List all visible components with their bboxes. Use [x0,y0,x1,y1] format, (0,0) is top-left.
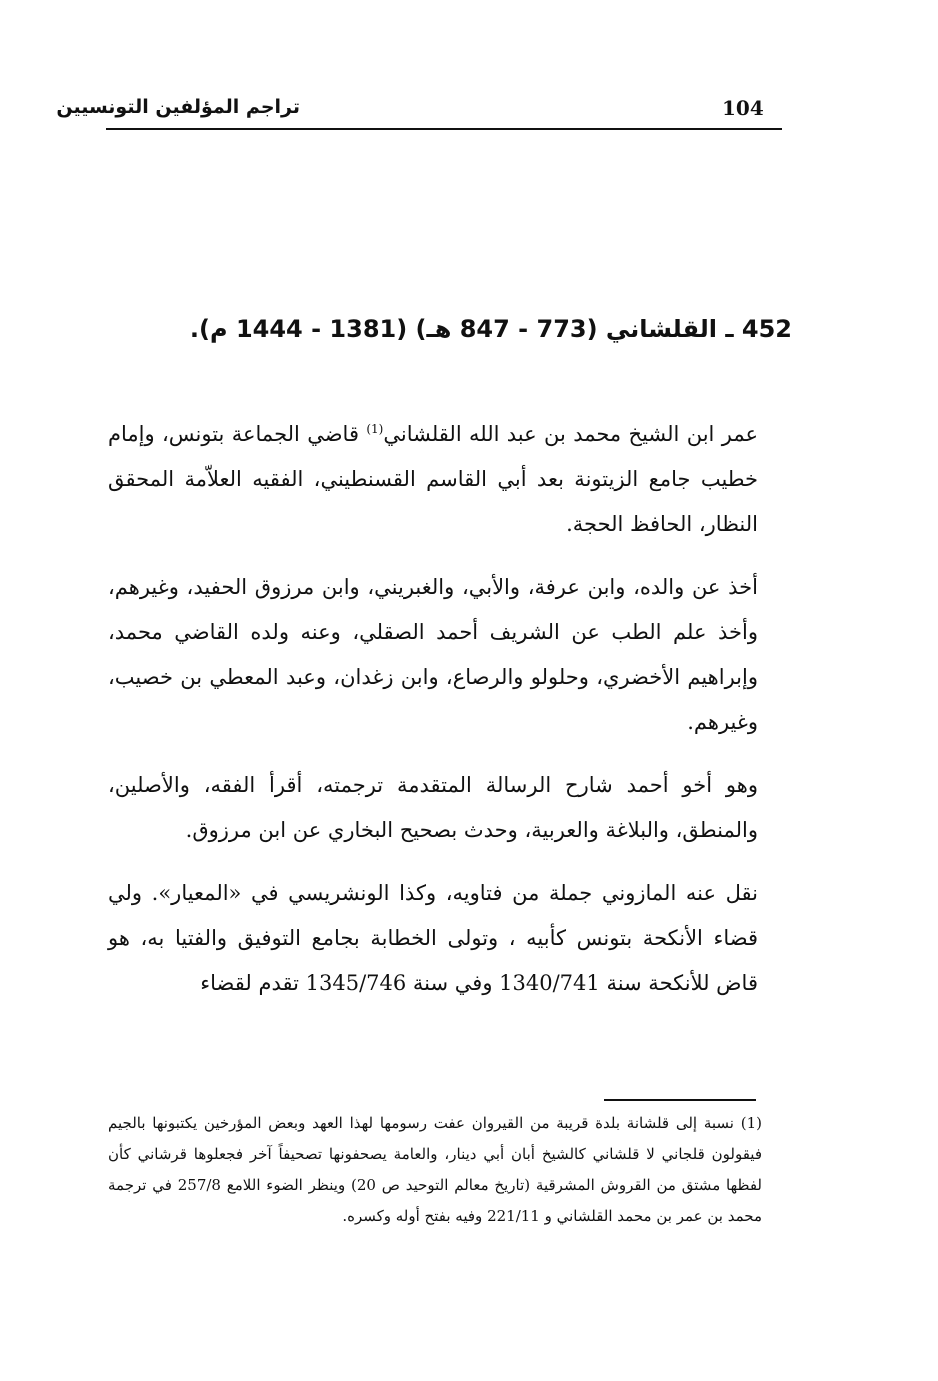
footnote-number: (1) [740,1114,762,1132]
footnote-text: نسبة إلى قلشانة بلدة قريبة من القيروان عفت رسومها لهذا العهد وبعض المؤرخين يكتبونها بالجيم فيقولون قلجاني لا قلشاني كالشيخ أبان أبي دينار، والعامة يصحفونها تصحيفاً آخر فجعلوها قرشاني كأن لفظها مشتق من القروش المشرقية (تاريخ معالم التوحيد ص 20) وينظر الضوء اللامع 257/8 في ترجمة محمد بن عمر بن محمد القلشاني و 221/11 وفيه بفتح أوله وكسره. [108,1114,762,1225]
page-number: 104 [722,96,764,120]
paragraph-4: نقل عنه المازوني جملة من فتاويه، وكذا الونشريسي في «المعيار». ولي قضاء الأنكحة بتونس كأبيه ، وتولى الخطابة بجامع التوفيق والفتيا به، هو قاض للأنكحة سنة 1340/741 وفي سنة 1345/746 تقدم لقضاء [108,881,758,995]
paragraph-1 [108,412,758,547]
paragraph-1-lead: عمر ابن الشيخ محمد بن عبد الله القلشاني [383,422,759,446]
paragraph-3: وهو أخو أحمد شارح الرسالة المتقدمة ترجمته، أقرأ الفقه، والأصلين، والمنطق، والبلاغة والعربية، وحدث بصحيح البخاري عن ابن مرزوق. [108,773,758,842]
entry-title: 452 ـ القلشاني (773 - 847 هـ) (1381 - 1444 م). [189,315,792,343]
paragraph-1-rest: قاضي الجماعة بتونس، وإمام خطيب جامع الزيتونة بعد أبي القاسم القسنطيني، الفقيه العلاّمة المحقق النظار، الحافظ الحجة. [108,422,758,536]
paragraph-2: أخذ عن والده، وابن عرفة، والأبي، والغبريني، وابن مرزوق الحفيد، وغيرهم، وأخذ علم الطب عن الشريف أحمد الصقلي، وعنه ولده القاضي محمد، وإبراهيم الأخضري، وحلولو والرصاع، وابن زغدان، وعبد المعطي بن خصيب، وغيرهم. [108,575,758,734]
running-title: تراجم المؤلفين التونسيين [56,96,300,118]
footnote-reference: (1) [366,422,384,436]
footnote-rule [604,1099,756,1101]
running-header [56,96,782,130]
header-rule [106,128,782,130]
entry-body [108,412,758,1024]
footnote [108,1108,762,1232]
